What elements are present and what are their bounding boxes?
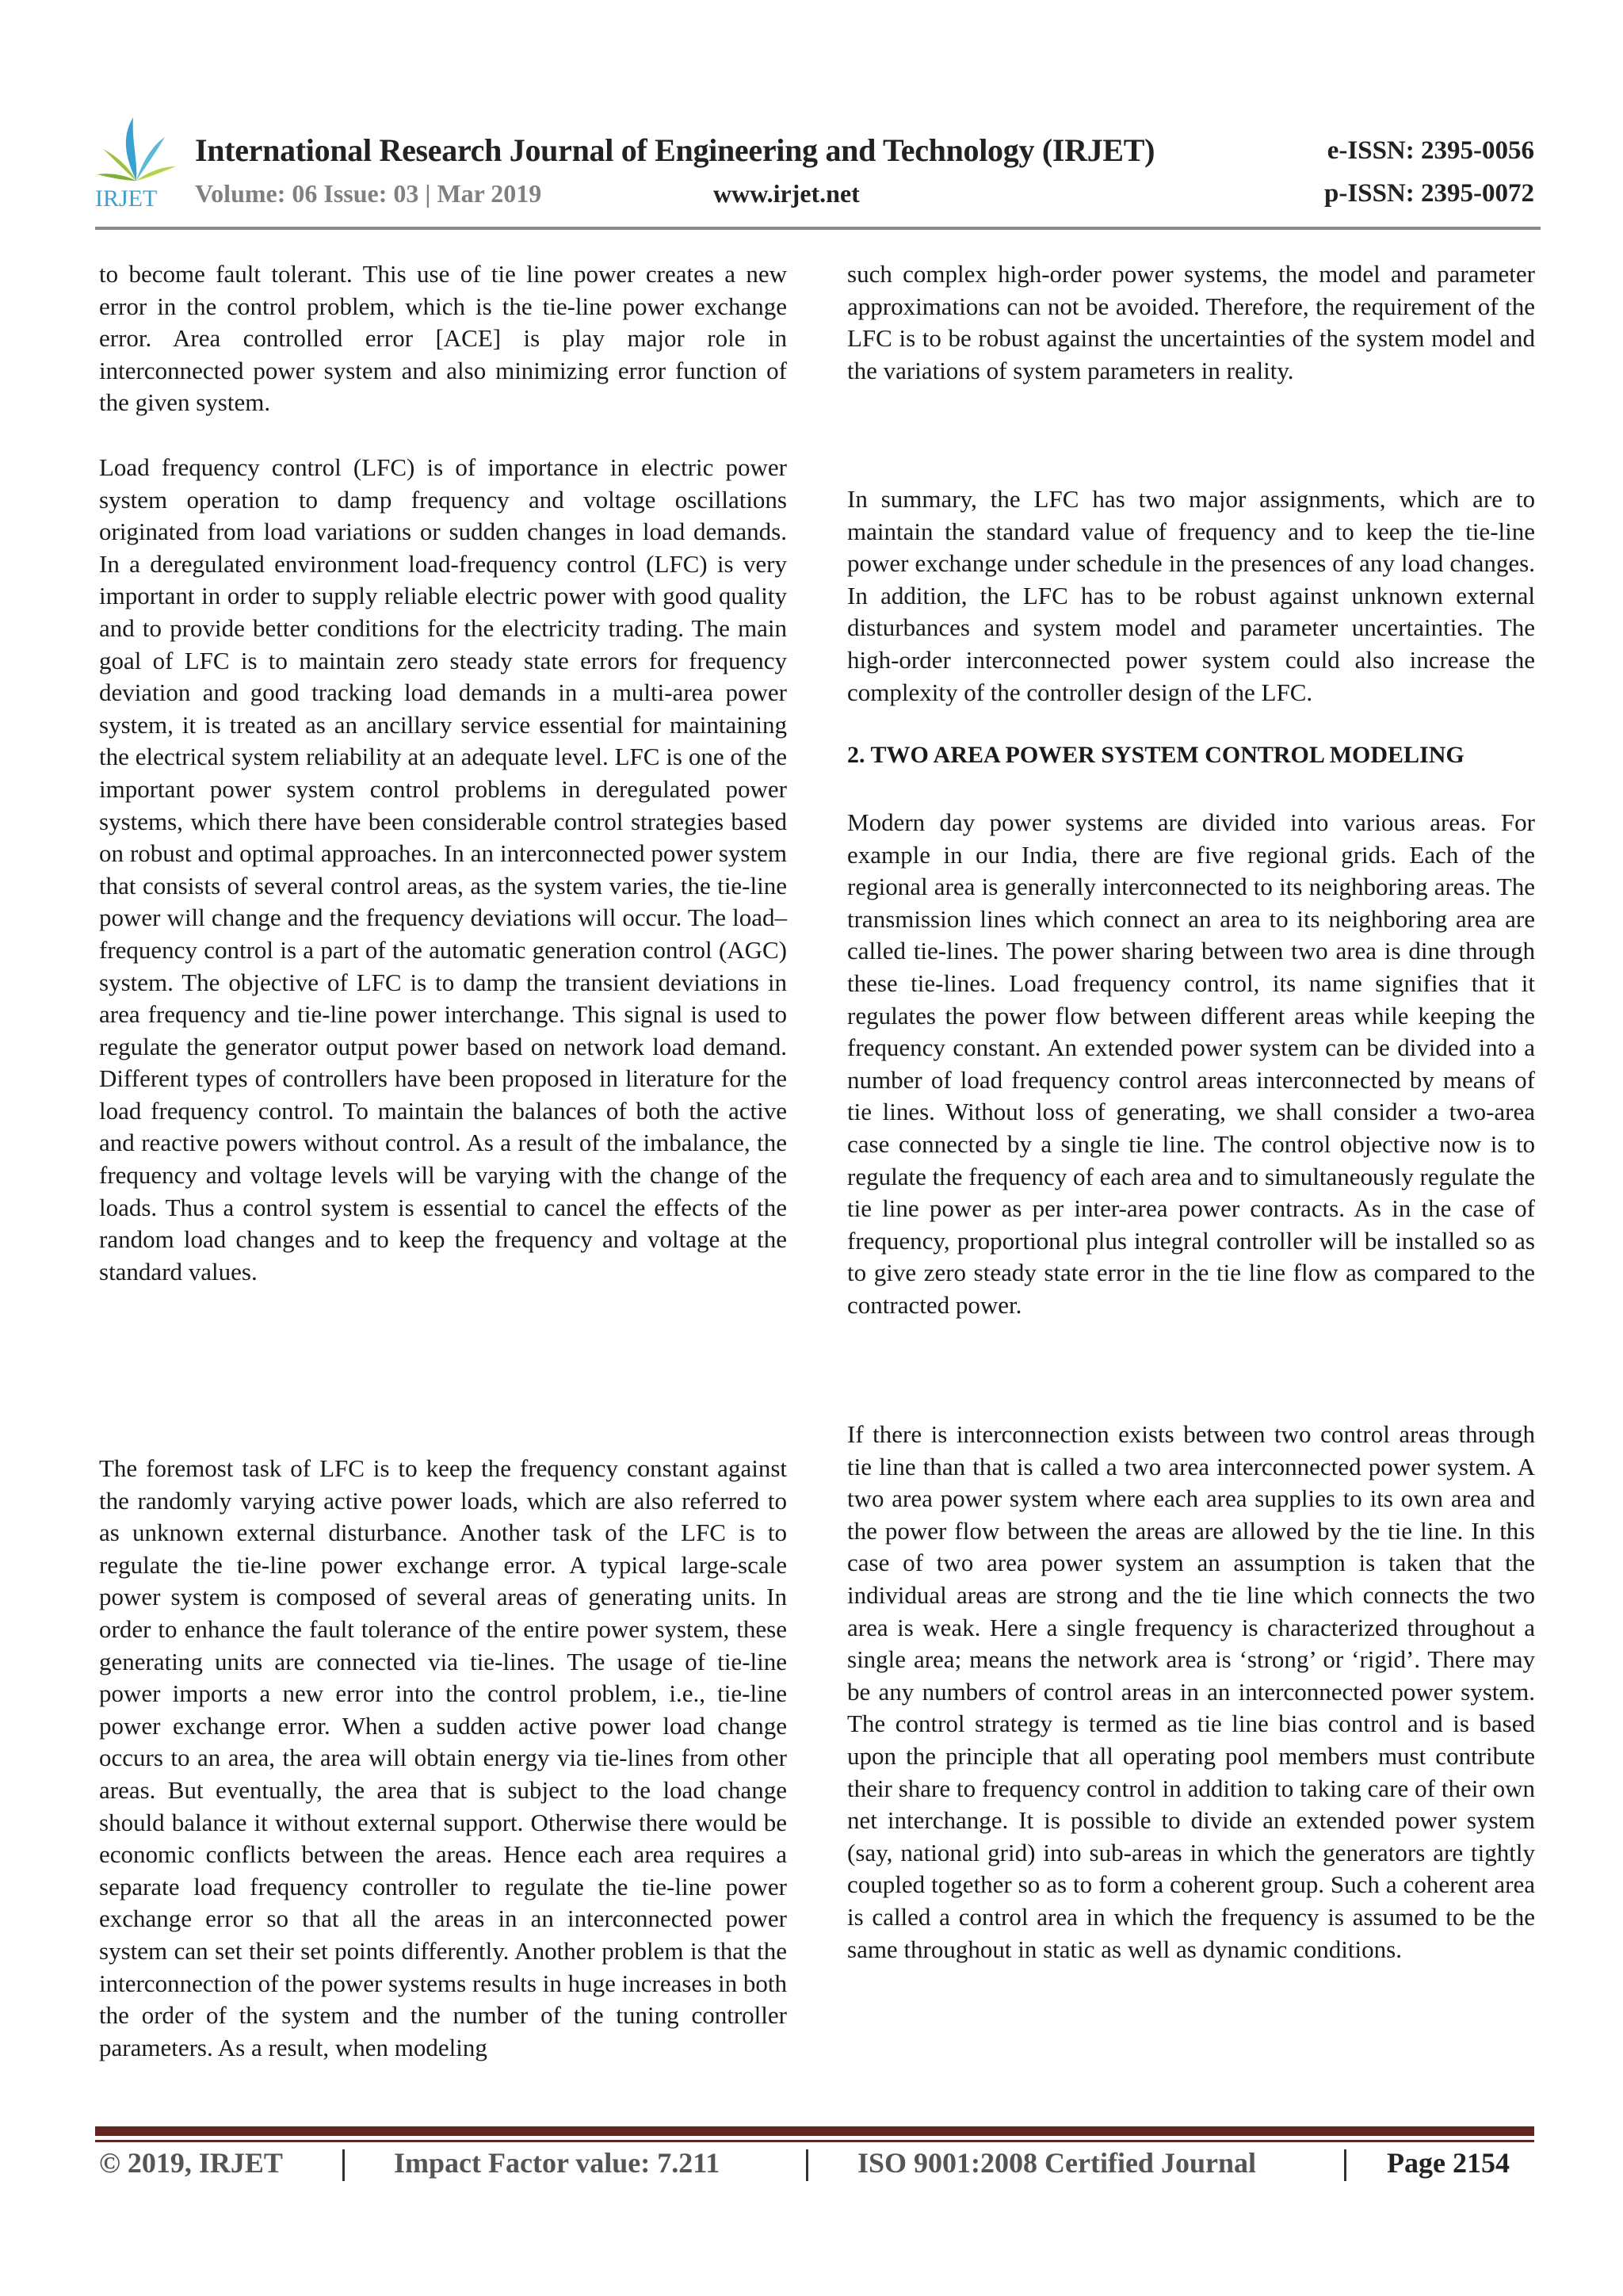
footer-copyright: © 2019, IRJET bbox=[99, 2147, 283, 2179]
paragraph: Load frequency control (LFC) is of importance in electric power system operation to damp frequency and voltage oscillations originated from load variations or sudden changes in load demands. In a deregulated environment load-frequency control (LFC) is very important in order to supply reliable electric power with good quality and to provide better conditions for the electricity trading. The main goal of LFC is to maintain zero steady state errors for frequency deviation and good tracking load demands in a multi-area power system, it is treated as an ancillary service essential for maintaining the electrical system reliability at an adequate level. LFC is one of the important power system control problems in deregulated power systems, which there have been considerable control strategies based on robust and optimal approaches. In an interconnected power system that consists of several control areas, as the system varies, the tie-line power will change and the frequency deviations will occur. The load–frequency control is a part of the automatic generation control (AGC) system. The objective of LFC is to damp the transient deviations in area frequency and tie-line power interchange. This signal is used to regulate the generator output power based on network load demand. Different types of controllers have been proposed in literature for the load frequency control. To maintain the balances of both the active and reactive powers without control. As a result of the imbalance, the frequency and voltage levels will be varying with the change of the loads. Thus a control system is essential to cancel the effects of the random load changes and to keep the frequency and voltage at the standard values. bbox=[99, 453, 787, 1286]
paragraph: In summary, the LFC has two major assignments, which are to maintain the standard value of frequency and to keep the tie-line power exchange under schedule in the presences of any load changes. In addition, the LFC has to be robust against unknown external disturbances and system model and parameter uncertainties. The high-order interconnected power system could also increase the complexity of the controller design of the LFC. bbox=[847, 485, 1535, 706]
footer-separator bbox=[342, 2149, 345, 2181]
section-heading: 2. TWO AREA POWER SYSTEM CONTROL MODELING bbox=[847, 742, 1465, 768]
irjet-logo bbox=[94, 117, 179, 212]
paragraph: to become fault tolerant. This use of tie line power creates a new error in the control problem, which is the tie-line power exchange error. Area controlled error [ACE] is play major role in interconnected power system and also minimizing error function of the given system. bbox=[99, 260, 787, 417]
journal-title: International Research Journal of Engineering and Technology (IRJET) bbox=[195, 132, 1155, 168]
website-link[interactable]: www.irjet.net bbox=[713, 179, 860, 208]
paragraph: If there is interconnection exists between two control areas through tie line than that is called a two area interconnected power system. A two area power system where each area supplies to its own area and the power flow between the areas are allowed by the tie line. In this case of two area power system an assumption is taken that the individual areas are strong and the tie line which connects the two area is weak. Here a single frequency is characterized throughout a single area; means the network area is ‘strong’ or ‘rigid’. There may be any numbers of control areas in an interconnected power system. The control strategy is termed as tie line bias control and is based upon the principle that all operating pool members must contribute their share to frequency control in addition to taking care of their own net interchange. It is possible to divide an extended power system (say, national grid) into sub-areas in which the generators are tightly coupled together so as to form a coherent group. Such a coherent area is called a control area in which the frequency is assumed to be the same throughout in static as well as dynamic conditions. bbox=[847, 1420, 1535, 1963]
e-issn: e-ISSN: 2395-0056 bbox=[1327, 136, 1534, 165]
svg-text:IRJET: IRJET bbox=[95, 185, 158, 212]
footer-separator bbox=[806, 2149, 808, 2181]
p-issn: p-ISSN: 2395-0072 bbox=[1324, 179, 1534, 208]
paragraph: such complex high-order power systems, the model and parameter approximations can not be avoided. Therefore, the requirement of the LFC is to be robust against the uncertainties of the system model and the variations of system parameters in reality. bbox=[847, 260, 1535, 384]
footer-impact-factor: Impact Factor value: 7.211 bbox=[394, 2147, 720, 2179]
volume-issue: Volume: 06 Issue: 03 | Mar 2019 bbox=[195, 179, 542, 208]
footer-bar-thin bbox=[95, 2140, 1534, 2142]
footer-bar bbox=[95, 2126, 1534, 2136]
paragraph: Modern day power systems are divided into various areas. For example in our India, there are five regional grids. Each of the regional area is generally interconnected to its neighboring areas. The transmission lines which connect an area to its neighboring area are called tie-lines. The power sharing between two area is dine through these tie-lines. Load frequency control, its name signifies that it regulates the power flow between different areas while keeping the frequency constant. An extended power system can be divided into a number of load frequency control areas interconnected by means of tie lines. Without loss of generating, we shall consider a two-area case connected by a single tie line. The control objective now is to regulate the frequency of each area and to simultaneously regulate the tie line power as per inter-area power contracts. As in the case of frequency, proportional plus integral controller will be installed so as to give zero steady state error in the tie line flow as compared to the contracted power. bbox=[847, 808, 1535, 1319]
footer-separator bbox=[1344, 2149, 1346, 2181]
footer-iso: ISO 9001:2008 Certified Journal bbox=[857, 2147, 1256, 2179]
header-divider bbox=[95, 227, 1541, 230]
footer-page-number: Page 2154 bbox=[1387, 2147, 1510, 2179]
paragraph: The foremost task of LFC is to keep the frequency constant against the randomly varying active power loads, which are also referred to as unknown external disturbance. Another task of the LFC is to regulate the tie-line power exchange error. A typical large-scale power system is composed of several areas of generating units. In order to enhance the fault tolerance of the entire power system, these generating units are connected via tie-lines. The usage of tie-line power imports a new error into the control problem, i.e., tie-line power exchange error. When a sudden active power load change occurs to an area, the area will obtain energy via tie-lines from other areas. But eventually, the area that is subject to the load change should balance it without external support. Otherwise there would be economic conflicts between the areas. Hence each area requires a separate load frequency controller to regulate the tie-line power exchange error so that all the areas in an interconnected power system can set their set points differently. Another problem is that the interconnection of the power systems results in huge increases in both the order of the system and the number of the tuning controller parameters. As a result, when modeling bbox=[99, 1454, 787, 2061]
